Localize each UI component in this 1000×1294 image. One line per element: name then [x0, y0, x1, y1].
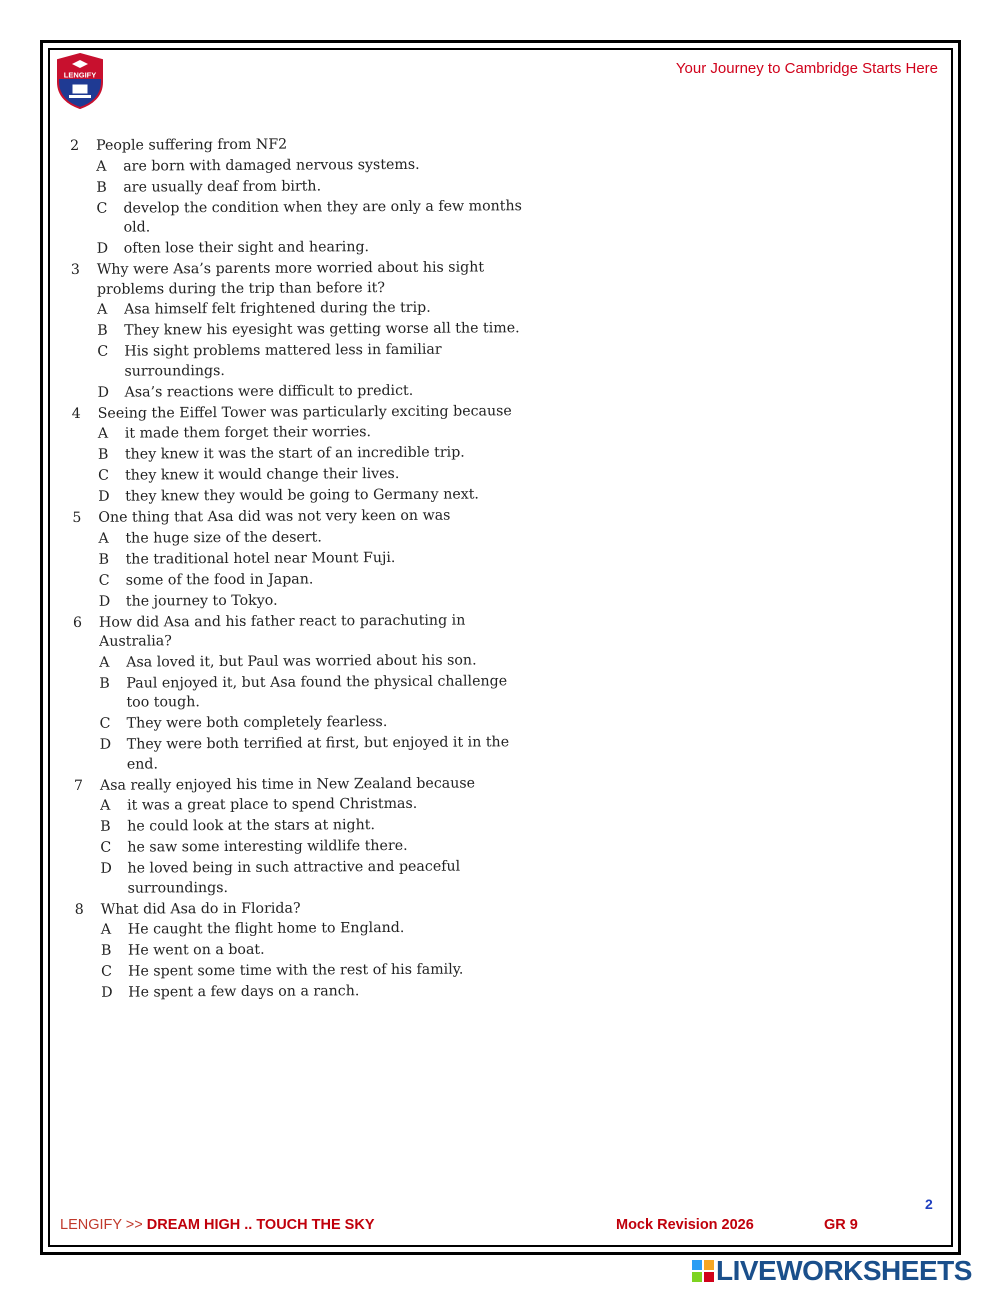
- question-stem: Asa really enjoyed his time in New Zealand because: [99, 774, 476, 794]
- answer-option: [101, 939, 527, 961]
- answer-option: [99, 590, 525, 612]
- answer-option: [99, 569, 525, 591]
- answer-option: [97, 298, 523, 320]
- option-letter: C: [99, 715, 111, 732]
- question-number: 2: [70, 137, 80, 154]
- option-letter: B: [100, 818, 111, 835]
- option-letter: B: [100, 942, 112, 959]
- answer-option: [100, 836, 526, 858]
- answer-option: [100, 794, 526, 816]
- question-stem: How did Asa and his father react to parachuting in Australia?: [98, 612, 466, 650]
- option-text: he could look at the stars at night.: [127, 817, 375, 835]
- option-letter: D: [98, 593, 111, 610]
- answer-option: [101, 918, 527, 940]
- answer-option: [97, 340, 523, 382]
- answer-option: [100, 712, 526, 734]
- footer-slogan: DREAM HIGH .. TOUCH THE SKY: [146, 1217, 375, 1233]
- option-text: His sight problems mattered less in familiar surroundings.: [124, 341, 442, 380]
- answer-option: [101, 981, 527, 1003]
- option-letter: C: [97, 343, 109, 360]
- option-letter: A: [99, 654, 110, 671]
- option-letter: B: [97, 446, 109, 463]
- option-text: he saw some interesting wildlife there.: [127, 837, 408, 856]
- option-text: are born with damaged nervous systems.: [123, 156, 420, 175]
- page-number: 2: [925, 1196, 933, 1212]
- option-text: they knew it would change their lives.: [125, 465, 400, 484]
- question-item: [64, 506, 525, 612]
- answer-option: [100, 857, 526, 899]
- option-text: the huge size of the desert.: [125, 528, 322, 547]
- option-text: They knew his eyesight was getting worse all the time.: [124, 320, 520, 339]
- question-stem: One thing that Asa did was not very keen on was: [98, 507, 451, 526]
- question-number: 7: [73, 777, 84, 794]
- question-stem: Seeing the Eiffel Tower was particularly exciting because: [97, 402, 512, 422]
- liveworksheets-watermark: [692, 1256, 972, 1286]
- answer-option: [98, 527, 524, 549]
- option-text: are usually deaf from birth.: [123, 177, 322, 196]
- lengify-logo: [55, 52, 105, 110]
- answer-option: [96, 176, 522, 198]
- option-letter: B: [99, 675, 110, 692]
- option-text: Asa’s reactions were difficult to predict.: [124, 382, 414, 401]
- answer-option: [98, 443, 524, 465]
- option-letter: B: [98, 551, 110, 568]
- question-stem: What did Asa do in Florida?: [100, 900, 301, 918]
- logo-text: LENGIFY: [63, 70, 97, 80]
- option-letter: D: [98, 488, 110, 505]
- option-text: it was a great place to spend Christmas.: [127, 795, 418, 814]
- question-number: 5: [72, 509, 82, 526]
- option-text: Asa loved it, but Paul was worried about his son.: [126, 651, 477, 671]
- question-number: 8: [74, 901, 84, 918]
- answer-option: [100, 815, 526, 837]
- question-item: [67, 898, 528, 1004]
- option-letter: A: [98, 530, 109, 547]
- option-text: the journey to Tokyo.: [125, 592, 278, 610]
- answer-option: [97, 237, 523, 259]
- answer-option: [96, 155, 522, 177]
- option-letter: B: [96, 179, 107, 196]
- option-letter: A: [97, 425, 109, 442]
- liveworksheets-text: LIVEWORKSHEETS: [716, 1255, 972, 1286]
- option-text: Asa himself felt frightened during the trip.: [124, 299, 431, 318]
- footer-brand-name: LENGIFY >>: [60, 1217, 147, 1233]
- option-text: He went on a boat.: [127, 941, 265, 959]
- footer-grade: GR 9: [824, 1217, 858, 1233]
- answer-option: [98, 464, 524, 486]
- footer-brand: [60, 1217, 375, 1233]
- option-letter: D: [97, 384, 109, 401]
- question-number: 4: [71, 405, 81, 422]
- answer-option: [96, 197, 522, 239]
- liveworksheets-logo-icon: [692, 1260, 714, 1282]
- option-letter: D: [100, 860, 112, 877]
- option-letter: C: [101, 963, 113, 980]
- option-letter: C: [98, 467, 109, 484]
- header-tagline: Your Journey to Cambridge Starts Here: [675, 60, 938, 77]
- question-item: [63, 258, 524, 403]
- option-text: it made them forget their worries.: [124, 424, 372, 442]
- option-text: He caught the flight home to England.: [127, 919, 405, 938]
- question-number: 6: [72, 614, 83, 631]
- question-item: [66, 774, 527, 899]
- question-item: [64, 402, 525, 508]
- answer-option: [98, 381, 524, 403]
- answer-option: [98, 485, 524, 507]
- answer-option: [99, 548, 525, 570]
- answer-option: [100, 733, 526, 775]
- option-text: they knew it was the start of an incredible trip.: [124, 444, 465, 463]
- footer-mock-title: Mock Revision 2026: [616, 1217, 754, 1233]
- option-text: develop the condition when they are only a few months old.: [123, 197, 522, 236]
- option-letter: B: [97, 322, 108, 339]
- option-letter: A: [97, 301, 108, 318]
- option-text: He spent some time with the rest of his family.: [128, 961, 464, 980]
- answer-option: [99, 672, 525, 714]
- option-text: They were both completely fearless.: [126, 714, 388, 732]
- answer-option: [98, 422, 524, 444]
- option-letter: D: [99, 736, 112, 753]
- answer-option: [99, 651, 525, 673]
- option-letter: A: [96, 158, 107, 175]
- option-letter: A: [100, 921, 112, 938]
- question-list: [62, 134, 527, 1005]
- question-item: [65, 611, 526, 775]
- option-text: often lose their sight and hearing.: [123, 239, 370, 257]
- option-letter: C: [100, 839, 112, 856]
- option-text: he loved being in such attractive and peaceful surroundings.: [127, 858, 461, 897]
- question-stem: Why were Asa’s parents more worried about his sight problems during the trip than before it?: [96, 259, 485, 298]
- option-letter: C: [98, 572, 110, 589]
- option-letter: D: [96, 240, 109, 257]
- question-number: 3: [70, 261, 80, 278]
- option-text: Paul enjoyed it, but Asa found the physical challenge too tough.: [126, 672, 508, 711]
- option-letter: D: [101, 984, 113, 1001]
- answer-option: [101, 960, 527, 982]
- answer-option: [97, 319, 523, 341]
- option-letter: C: [96, 200, 108, 217]
- option-text: They were both terrified at first, but enjoyed it in the end.: [126, 734, 510, 773]
- option-text: He spent a few days on a ranch.: [128, 983, 360, 1001]
- question-stem: People suffering from NF2: [96, 136, 288, 154]
- option-text: they knew they would be going to Germany next.: [125, 486, 479, 505]
- question-item: [62, 134, 523, 259]
- option-text: some of the food in Japan.: [125, 570, 314, 589]
- option-letter: A: [100, 797, 111, 814]
- option-text: the traditional hotel near Mount Fuji.: [125, 549, 396, 568]
